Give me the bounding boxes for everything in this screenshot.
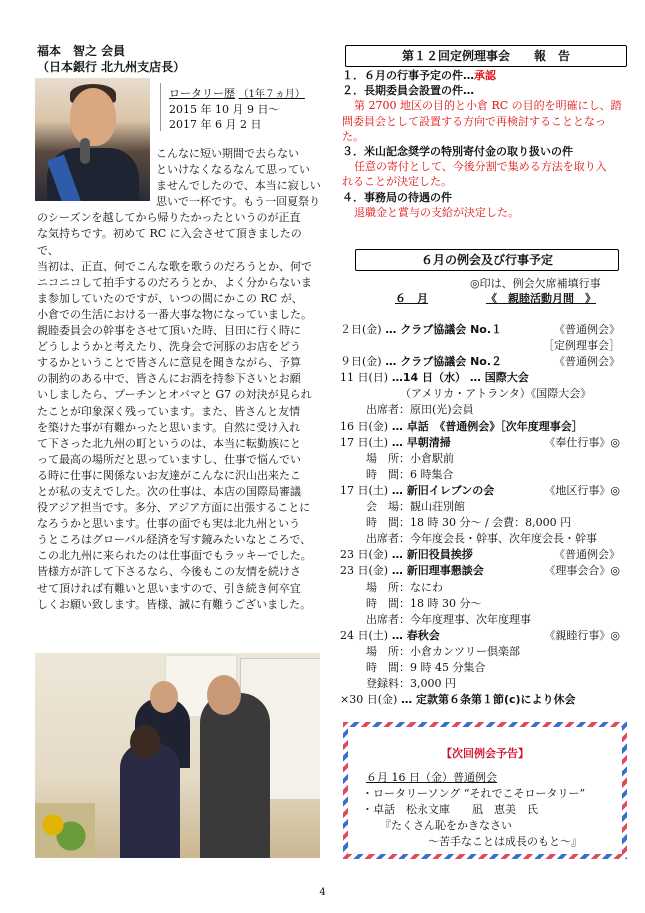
board-item-head: １．６月の行事予定の件… [342, 69, 474, 82]
speech-line: 役アジア担当です。多分、アジア方面に出張することに [37, 501, 311, 515]
board-item-result: 承認 [474, 69, 496, 82]
speech-line: どうしようかと考えたり、洗身会で河豚のお店をどう [37, 340, 301, 354]
board-item-detail: 任意の寄付として、今後分割で集める方法を取り入 [354, 160, 607, 174]
event-handshake-photo [35, 653, 320, 858]
schedule-text: … 早朝清掃 [388, 435, 451, 449]
schedule-text: … 新旧理事懇談会 [388, 564, 484, 578]
schedule-text: 出席者：今年度会長・幹事、次年度会長・幹事 [366, 532, 597, 546]
schedule-row [340, 419, 630, 435]
schedule-row [340, 354, 630, 370]
rotary-history-box [160, 83, 321, 131]
schedule-date: ９日(金) [340, 355, 382, 369]
speech-line: たことが印象深く残っています。また、皆さんと友情 [37, 404, 301, 418]
speech-line: 親睦委員会の幹事をさせて頂いた時、目田に行く時に [37, 324, 301, 338]
speech-line: いしましたら、プーチンとオバマと G7 の対決が見られ [37, 388, 312, 402]
board-item-detail: れることが決定した。 [342, 175, 452, 189]
schedule-row [340, 499, 630, 515]
schedule-type: 《奉仕行事》◎ [544, 435, 620, 449]
speech-line: て下さった北九州の町というのは、本当に転勤族にと [37, 436, 301, 450]
next-meeting-date: ６月 16 日（金）普通例会 [366, 771, 497, 784]
schedule-theme: 《 親睦活動月間 》 [486, 292, 596, 305]
schedule-text: … 新旧役員挨拶 [388, 548, 473, 562]
board-item-heading [342, 144, 632, 159]
schedule-text: … 春秋会 [388, 628, 440, 642]
schedule-row [340, 515, 630, 531]
schedule-row [340, 676, 630, 692]
board-report-title: 第１２回定例理事会 報 告 [345, 45, 627, 67]
schedule-text: 時 間：9 時 45 分集合 [366, 660, 486, 674]
schedule-date: 24 日(土) [340, 628, 389, 642]
schedule-date: 23 日(金) [340, 548, 389, 562]
schedule-row [340, 483, 630, 499]
speech-line: 当初は、正直、何でこんな歌を歌うのだろうとか、何で [37, 259, 312, 273]
schedule-row [340, 467, 630, 483]
schedule-row [340, 660, 630, 676]
schedule-type: 《普通例会》 [554, 548, 620, 562]
schedule-type: 《親睦行事》◎ [544, 628, 620, 642]
schedule-row [340, 563, 630, 579]
schedule-row [340, 531, 630, 547]
speech-line: うところはグローバル経済を写す鏡みたいなところで、 [37, 533, 312, 547]
speech-line: こんなに短い期間で去らない [156, 147, 299, 160]
schedule-text [340, 339, 366, 352]
speech-line: の制約のある中で、皆さんにお酒を持参下さいとお願 [37, 372, 301, 386]
schedule-text: … 卓話 《普通例会》［次年度理事会］ [388, 419, 583, 433]
schedule-text: 登録料：3,000 円 [366, 677, 456, 691]
schedule-list [340, 322, 630, 708]
schedule-text: … 新旧イレブンの会 [388, 483, 495, 497]
speech-line: な気持ちです。初めて RC に入会させて頂きましたので、 [37, 227, 302, 257]
schedule-text: 場 所：小倉駅前 [366, 451, 454, 465]
speech-line: しくお願い致します。皆様、誠に有難うございました。 [37, 597, 312, 611]
schedule-text: 場 所：小倉カンツリー倶楽部 [366, 644, 520, 658]
schedule-text: …14 日（水） … 国際大会 [388, 371, 529, 385]
schedule-text: 出席者：原田(光)会員 [366, 403, 474, 417]
board-item-detail: 第 2700 地区の目的と小倉 RC の目的を明確にし、踏 [354, 99, 622, 113]
schedule-row [340, 402, 630, 418]
schedule-row [340, 451, 630, 467]
schedule-date: 16 日(金) [340, 419, 389, 433]
schedule-row [340, 322, 630, 338]
schedule-text: … クラブ協議会 No.１ [381, 323, 503, 336]
schedule-text: 時 間：18 時 30 分～ / 会費：8,000 円 [366, 516, 572, 530]
speech-line: ま参加していたのですが、いつの間にかこの RC が、 [37, 291, 303, 305]
board-item-detail: た。 [342, 129, 364, 143]
speech-line: するかということで皆さんに意見を聞きながら、予算 [37, 356, 301, 370]
board-item-head: ３．米山記念奨学の特別寄付金の取り扱いの件 [342, 145, 573, 159]
speech-line: のシーズンを越してから帰りたかったというのが正直 [37, 211, 301, 225]
farewell-speech [37, 146, 323, 613]
next-meeting-talk: ・卓話 松永文庫 凪 恵美 氏 [362, 803, 538, 816]
schedule-date: 17 日(土) [340, 435, 389, 449]
board-report-items [342, 68, 632, 220]
board-item-head: ２．長期委員会設置の件… [342, 84, 474, 98]
schedule-month-label: ６ 月 [395, 292, 428, 305]
schedule-title: ６月の例会及び行事予定 [355, 249, 619, 271]
schedule-row [340, 338, 630, 354]
board-item-heading [342, 83, 632, 98]
board-item-detail: 退職金と賞与の支給が決定した。 [354, 205, 519, 219]
next-meeting-song: ・ロータリーソング “それでこそロータリー” [362, 787, 586, 800]
schedule-date: 23 日(金) [340, 564, 389, 578]
speech-line: せて頂ければ有難いと思いますので、引き続き何卒宜 [37, 581, 301, 595]
speech-line: この北九州に来られたのは仕事面でもラッキーでした。 [37, 549, 312, 563]
rotary-history-from: 2015 年 10 月 9 日～ [169, 103, 280, 116]
schedule-row [340, 370, 630, 386]
schedule-row [340, 547, 630, 563]
schedule-type: ［定例理事会］ [543, 339, 620, 353]
board-item-heading [342, 68, 632, 83]
speech-line: を築けた事が有難かったと思います。自然に受け入れ [37, 420, 301, 434]
schedule-text: 会 場：観山荘別館 [366, 500, 465, 514]
rotary-history-duration: （1年７ヵ月） [238, 89, 305, 100]
speech-line: ませんでしたので、本当に寂しい [156, 179, 321, 193]
schedule-text: 時 間：18 時 30 分～ [366, 596, 482, 610]
schedule-type: 《理事会合》◎ [544, 564, 620, 578]
speech-line: ニコニコして拍手するのだろうとか、よく分からないま [37, 275, 312, 289]
speech-line: る時に仕事に関係ないお友達がこんなに沢山出来たこ [37, 468, 301, 482]
schedule-row [340, 612, 630, 628]
member-affiliation: （日本銀行 北九州支店長） [37, 60, 186, 74]
board-item-head: ４．事務局の待遇の件 [342, 190, 452, 204]
schedule-row [340, 580, 630, 596]
schedule-text: 場 所：なにわ [366, 580, 443, 594]
rotary-history-to: 2017 年 6 月 2 日 [169, 118, 262, 131]
speech-line: 皆様方が許して下さるなら、今後もこの友情を続けさ [37, 565, 301, 579]
schedule-date: ２日(金) [340, 323, 382, 336]
speech-line: って最高の場所だと思っていますし、仕事で悩んでい [37, 452, 301, 466]
speech-line: 小倉での生活における一番大事な物になっていました。 [37, 307, 312, 321]
schedule-date: ×30 日(金) [340, 693, 398, 707]
schedule-note: ◎印は、例会欠席補填行事 [470, 277, 601, 290]
next-meeting-notice [343, 722, 627, 859]
speech-line: 思いで一杯です。もう一回夏祭り [156, 195, 321, 209]
schedule-text: 出席者：今年度理事、次年度理事 [366, 612, 531, 626]
schedule-month [395, 290, 616, 306]
schedule-row [340, 386, 630, 402]
board-item-heading [342, 190, 632, 205]
next-meeting-topic-1: 『たくさん恥をかきなさい [380, 819, 512, 832]
next-meeting-title: 【次回例会予告】 [441, 747, 529, 760]
schedule-row [340, 435, 630, 451]
board-item-detail: 問委員会として設置する方向で再検討することとなっ [342, 114, 606, 128]
schedule-text: （アメリカ・アトランタ）《国際大会》 [400, 387, 592, 401]
schedule-text: … クラブ協議会 No.２ [381, 355, 503, 369]
schedule-row [340, 628, 630, 644]
speech-line: といけなくなるなんて思ってい [156, 163, 310, 177]
schedule-date: 11 日(日) [340, 371, 389, 385]
schedule-text: … 定款第６条第１節(c)により休会 [397, 693, 576, 707]
schedule-row [340, 692, 630, 708]
rotary-history-label: ロータリー歴 [169, 87, 235, 100]
schedule-row [340, 596, 630, 612]
speech-line: とが私の支えでした。次の仕事は、本店の国際局審議 [37, 484, 301, 498]
schedule-type: 《普通例会》 [554, 355, 620, 369]
member-name: 福本 智之 会員 [37, 44, 126, 58]
schedule-text: 時 間：6 時集合 [366, 467, 454, 481]
page-number: 4 [319, 887, 326, 898]
schedule-row [340, 644, 630, 660]
schedule-date: 17 日(土) [340, 483, 389, 497]
schedule-type: 《地区行事》◎ [544, 483, 620, 497]
speech-line: なろうかと思います。仕事の面でも実は北九州という [37, 517, 301, 531]
schedule-type: 《普通例会》 [554, 323, 620, 336]
next-meeting-topic-2: ～苦手なことは成長のもと～』 [428, 835, 582, 848]
